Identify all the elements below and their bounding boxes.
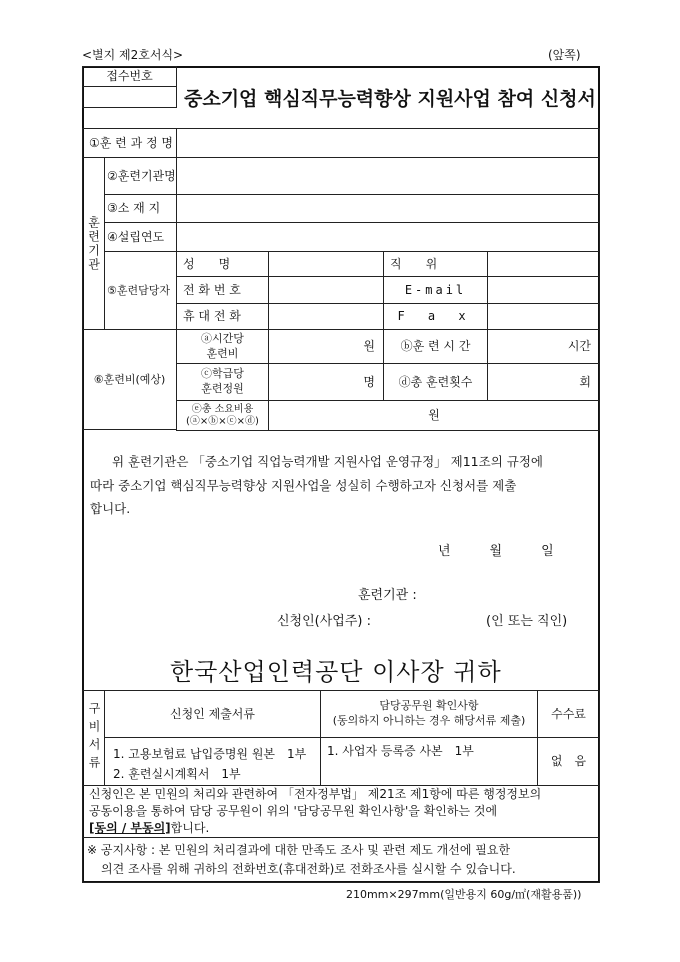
hourly-cost-field[interactable]: 원 (268, 329, 384, 364)
consent-line-2: 공동이용을 통하여 담당 공무원이 위의 '담당공무원 확인사항'을 확인하는 것에 (89, 804, 498, 819)
phone-field[interactable] (268, 276, 384, 304)
consent-line-1: 신청인은 본 민원의 처리와 관련하여 「전자정부법」 제21조 제1항에 따른 행정정보의 (89, 787, 542, 802)
total-cost-label (176, 400, 269, 431)
institution-name-field[interactable] (176, 157, 600, 195)
training-count-label: ⓓ총 훈련횟수 (383, 363, 488, 401)
training-hours-label: ⓑ훈 련 시 간 (383, 329, 488, 364)
fee-value: 없 음 (537, 737, 600, 786)
class-capacity-label-2: 훈련정원 (201, 382, 244, 395)
applicant-docs-list (104, 737, 321, 786)
seal-label: (인 또는 직인) (486, 614, 568, 629)
fax-label: F a x (383, 303, 488, 330)
paper-spec: 210mm×297mm(일반용지 60g/㎡(재활용품)) (346, 888, 582, 901)
founded-year-field[interactable] (176, 222, 600, 252)
name-label: 성 명 (176, 251, 269, 277)
declaration-line-1: 위 훈련기관은 「중소기업 직업능력개발 지원사업 운영규정」 제11조의 규정에 (112, 454, 543, 469)
recipient: 한국산업인력공단 이사장 귀하 (170, 658, 502, 686)
email-field[interactable] (487, 276, 600, 304)
total-cost-field[interactable]: 원 (268, 400, 600, 431)
name-field[interactable] (268, 251, 384, 277)
date-line[interactable]: 년 월 일 (438, 544, 554, 559)
class-capacity-label (176, 363, 269, 401)
founded-year-label: ④설립연도 (104, 222, 177, 252)
form-number: <별지 제2호서식> (82, 48, 184, 62)
location-field[interactable] (176, 194, 600, 223)
position-field[interactable] (487, 251, 600, 277)
consent-box (82, 785, 600, 838)
total-cost-label-2: (ⓐ×ⓑ×ⓒ×ⓓ) (186, 415, 259, 427)
official-docs-list (320, 737, 538, 786)
applicant-signature-label: 신청인(사업주) : (277, 614, 372, 629)
notice-box (82, 837, 600, 883)
required-documents-label (82, 690, 105, 786)
class-capacity-label-1: ⓒ학급당 (201, 367, 244, 381)
declaration-line-2: 따라 중소기업 핵심직무능력향상 지원사업을 성실히 수행하고자 신청서를 제출 (90, 478, 517, 493)
institution-signature-label: 훈련기관 : (358, 588, 417, 603)
training-hours-field[interactable]: 시간 (487, 329, 600, 364)
receipt-number-label: 접수번호 (82, 66, 177, 87)
notice-line-2: 의견 조사를 위해 귀하의 전화번호(휴대전화)로 전화조사를 실시할 수 있습니다. (101, 862, 516, 876)
form-title: 중소기업 핵심직무능력향상 지원사업 참여 신청서 (184, 88, 596, 110)
consent-choice[interactable]: [동의 / 부동의] (89, 820, 171, 835)
applicant-doc-item: 1. 고용보험료 납입증명원 원본 1부 (113, 747, 307, 761)
receipt-number-field[interactable] (82, 86, 177, 108)
official-check-header (320, 690, 538, 738)
hourly-cost-label (176, 329, 269, 364)
institution-group-label (82, 157, 105, 330)
position-label: 직 위 (383, 251, 488, 277)
official-doc-item: 1. 사업자 등록증 사본 1부 (327, 744, 474, 758)
page-side: (앞쪽) (548, 48, 581, 62)
hourly-cost-label-1: ⓐ시간당 (201, 331, 244, 345)
phone-label: 전 화 번 호 (176, 276, 269, 304)
hourly-cost-label-2: 훈련비 (206, 346, 239, 360)
course-name-field[interactable] (176, 128, 600, 158)
applicant-docs-header: 신청인 제출서류 (104, 690, 321, 738)
mobile-field[interactable] (268, 303, 384, 330)
official-check-header-1: 담당공무원 확인사항 (379, 699, 479, 713)
declaration-line-3: 합니다. (90, 501, 131, 516)
consent-suffix: 합니다. (170, 820, 210, 835)
institution-name-label: ②훈련기관명 (104, 157, 177, 195)
fee-header: 수수료 (537, 690, 600, 738)
applicant-doc-item: 2. 훈련실시계획서 1부 (113, 767, 241, 782)
required-documents-text: 구비서류 (87, 702, 101, 774)
manager-label: ⑤훈련담당자 (104, 251, 177, 330)
class-capacity-field[interactable]: 명 (268, 363, 384, 401)
email-label: E-mail (383, 276, 488, 304)
fax-field[interactable] (487, 303, 600, 330)
total-cost-label-1: ⓔ총 소요비용 (191, 403, 254, 415)
location-label: ③소 재 지 (104, 194, 177, 223)
course-name-label: ①훈 련 과 정 명 (82, 128, 177, 158)
mobile-label: 휴 대 전 화 (176, 303, 269, 330)
training-cost-label: ⑥훈련비(예상) (82, 329, 177, 430)
notice-line-1: ※ 공지사항 : 본 민원의 처리결과에 대한 만족도 조사 및 관련 제도 개선에 필요한 (87, 842, 511, 857)
official-check-header-2: (동의하지 아니하는 경우 해당서류 제출) (332, 714, 526, 727)
consent-line-3 (89, 820, 209, 837)
institution-group-text: 훈련기관 (86, 215, 101, 272)
training-count-field[interactable]: 회 (487, 363, 600, 401)
